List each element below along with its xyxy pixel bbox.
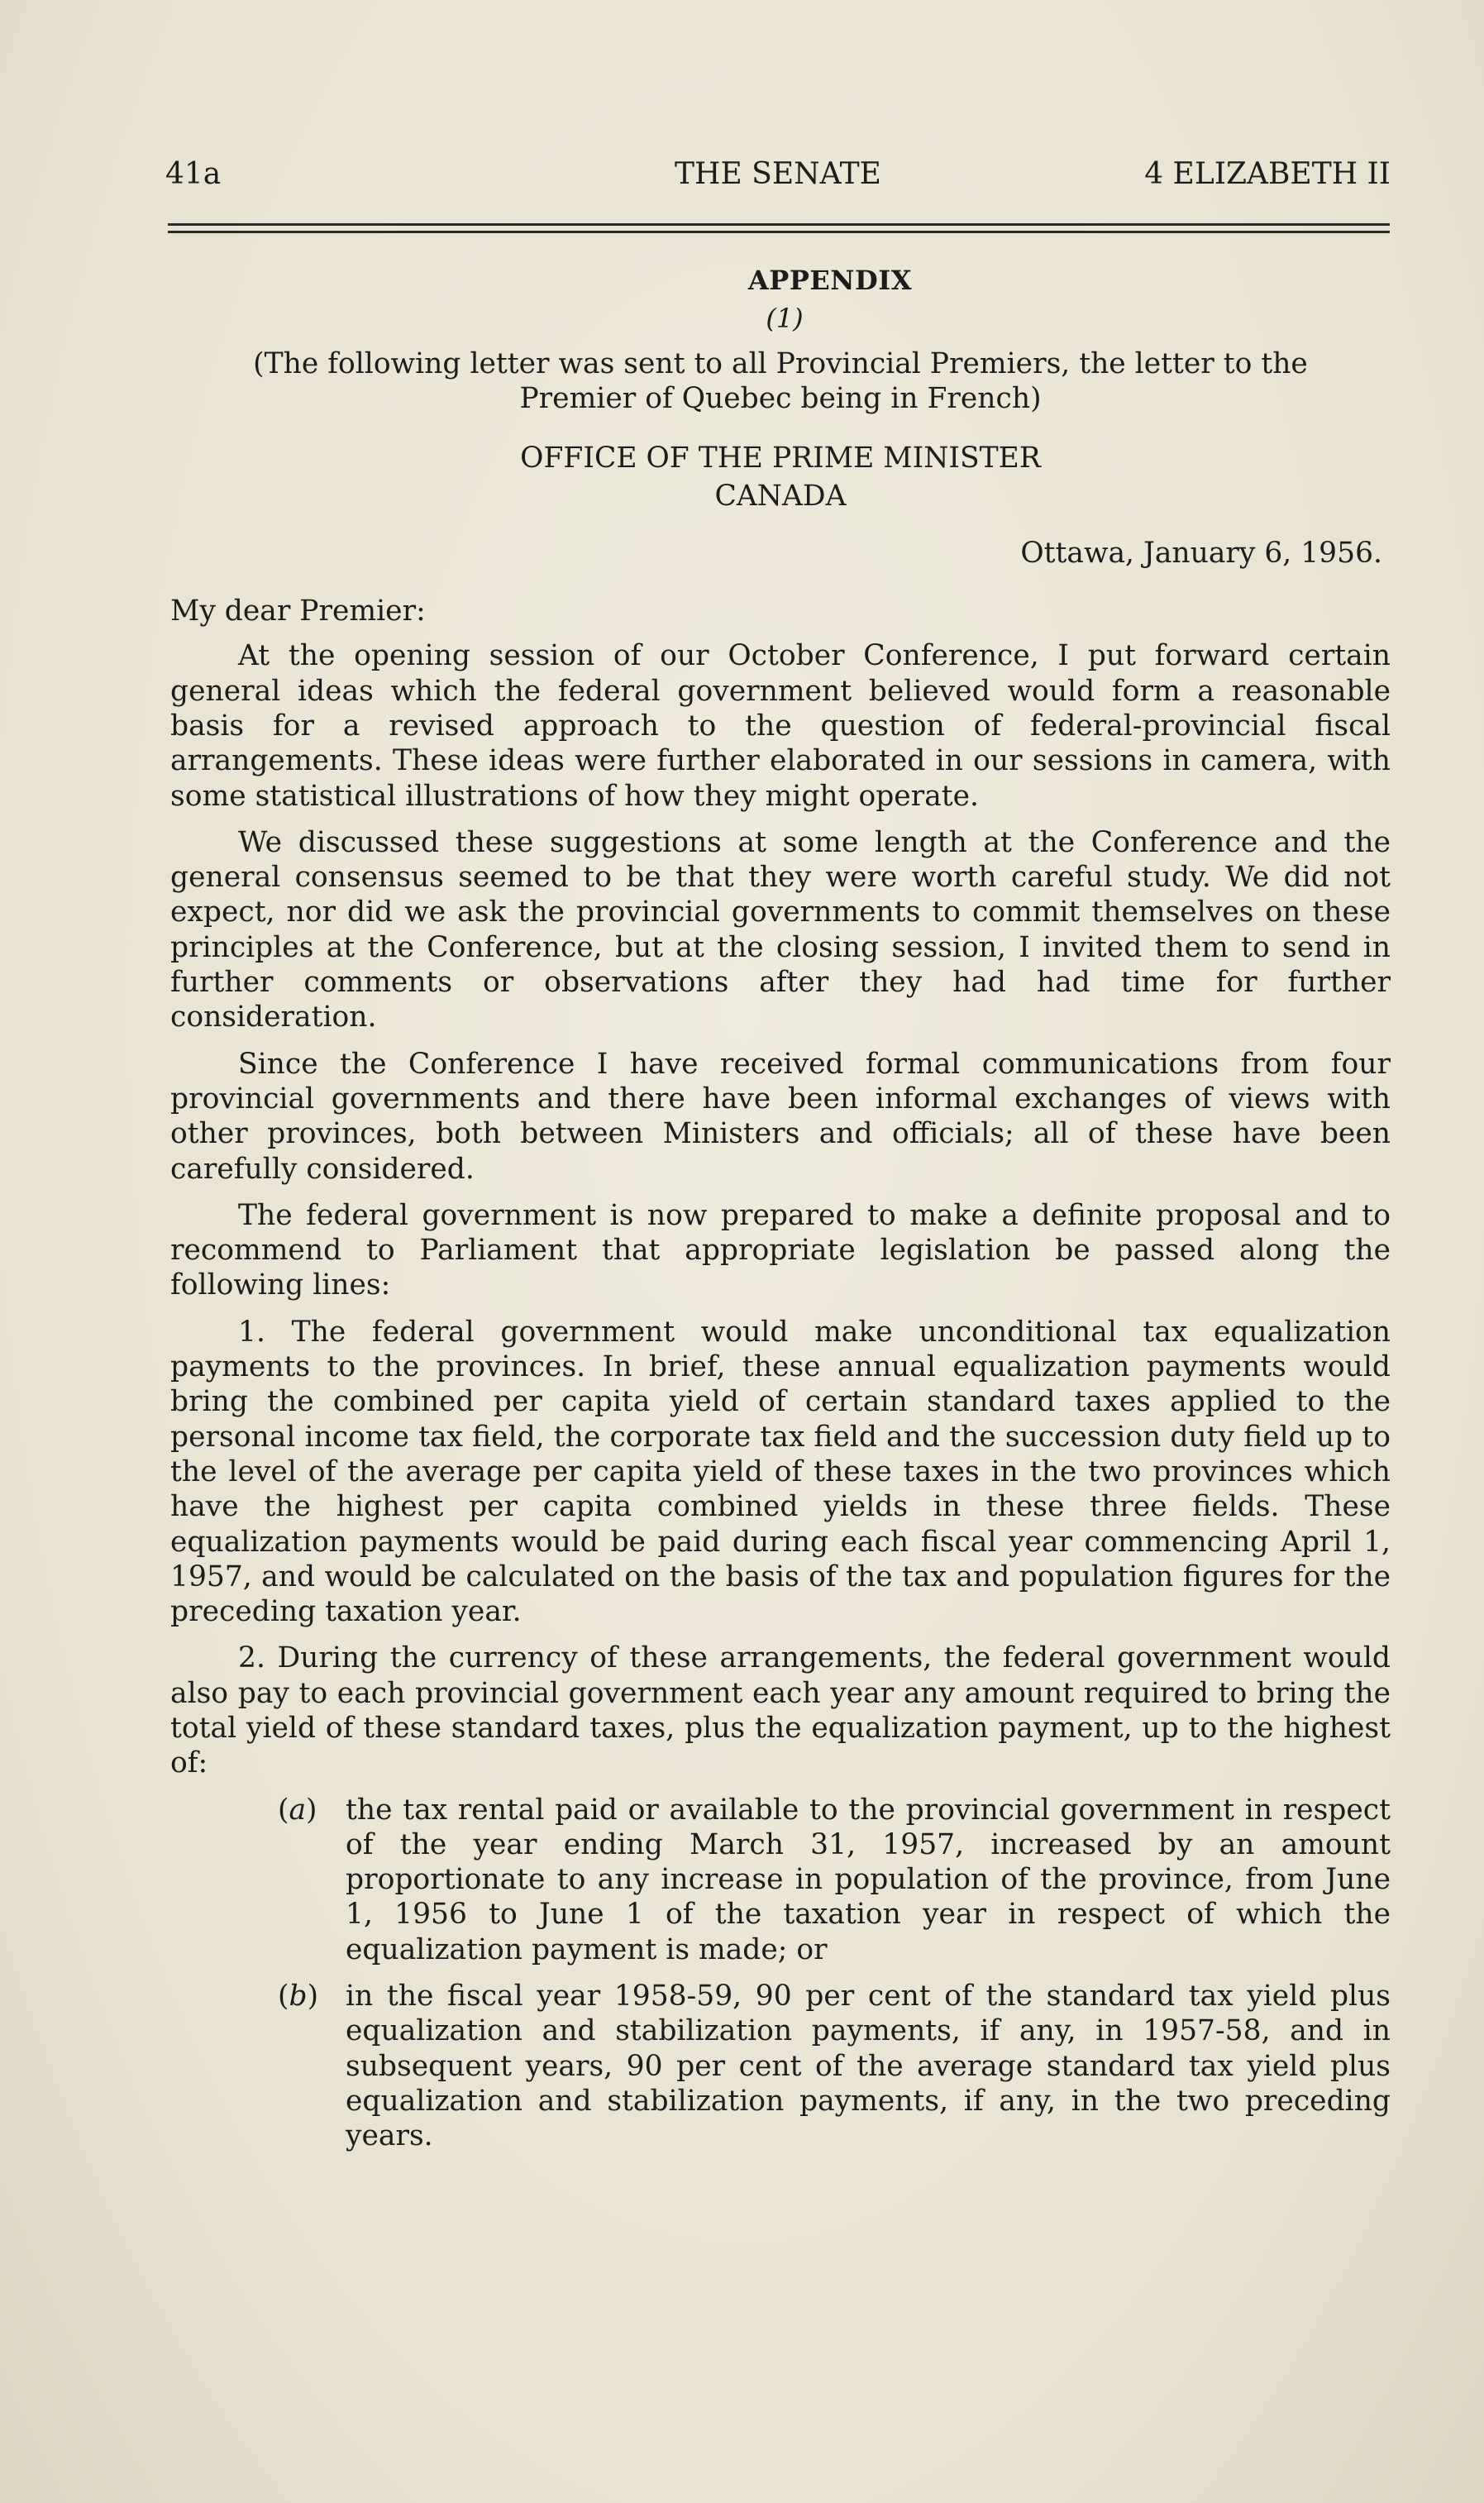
list-item-label: (b) <box>278 1980 319 2013</box>
paragraph-4: The federal government is now prepared to make a definite proposal and to recommend to Parliament that appropriate legislation be passed along the following lines: <box>170 1198 1391 1302</box>
paragraph-3: Since the Conference I have received formal communications from four provincial governments and there have been informal exchanges of views with other provinces, both between Ministers and officials; all of these have been carefully considered. <box>170 1047 1391 1186</box>
header-rule-top <box>168 223 1390 226</box>
list-item-text: the tax rental paid or available to the provincial government in respect of the year ending March 31, 1957, increased by an amount proportionate to any increase in population of the province, from June 1, 1956 to June 1 of the taxation year in respect of which the equalization payment is made; or <box>346 1793 1391 1966</box>
document-body <box>170 263 1391 2166</box>
list-item-a <box>278 1793 1391 1967</box>
appendix-number: (1) <box>766 303 804 335</box>
letter-dateline: Ottawa, January 6, 1956. <box>1020 536 1382 570</box>
list-item-b <box>278 1979 1391 2153</box>
list-item-label: (a) <box>278 1793 317 1827</box>
appendix-note: (The following letter was sent to all Provincial Premiers, the letter to the Premier of Quebec being in French) <box>253 346 1308 415</box>
paragraph-1: At the opening session of our October Conference, I put forward certain general ideas which the federal government believed would form a reasonable basis for a revised approach to the question of federal-provincial fiscal arrangements. These ideas were further elaborated in our sessions in camera, with some statistical illustrations of how they might operate. <box>170 639 1391 813</box>
journal-title: THE SENATE <box>675 157 881 191</box>
numbered-paragraph-2: 2. During the currency of these arrangements, the federal government would also pay to each provincial government each year any amount required to bring the total yield of these standard taxes, plus the equalization payment, up to the highest of: <box>170 1641 1391 1780</box>
page-number: 41a <box>165 157 222 191</box>
letterhead-country: CANADA <box>714 480 847 513</box>
regnal-year: 4 ELIZABETH II <box>1144 157 1391 191</box>
numbered-paragraph-1: 1. The federal government would make unconditional tax equalization payments to the provinces. In brief, these annual equalization payments would bring the combined per capita yield of certain standard taxes applied to the personal income tax field, the corporate tax field and the succession duty field up to the level of the average per capita yield of these taxes in the two provinces which have the highest per capita combined yields in these three fields. These equalization payments would be paid during each fiscal year commencing April 1, 1957, and would be calculated on the basis of the tax and population figures for the preceding taxation year. <box>170 1315 1391 1629</box>
appendix-title: APPENDIX <box>747 265 913 296</box>
letter-salutation: My dear Premier: <box>170 595 426 628</box>
running-head <box>165 157 1391 198</box>
letterhead-office: OFFICE OF THE PRIME MINISTER <box>520 442 1041 475</box>
header-rule-bottom <box>168 231 1390 233</box>
list-item-text: in the fiscal year 1958-59, 90 per cent of the standard tax yield plus equalization and stabilization payments, if any, in 1957-58, and in subsequent years, 90 per cent of the average standard tax yield plus equalization and stabilization payments, if any, in the two preceding years. <box>346 1980 1391 2153</box>
paragraph-2: We discussed these suggestions at some length at the Conference and the general consensus seemed to be that they were worth careful study. We did not expect, nor did we ask the provincial governments to commit themselves on these principles at the Conference, but at the closing session, I invited them to send in further comments or observations after they had had time for further consideration. <box>170 825 1391 1034</box>
